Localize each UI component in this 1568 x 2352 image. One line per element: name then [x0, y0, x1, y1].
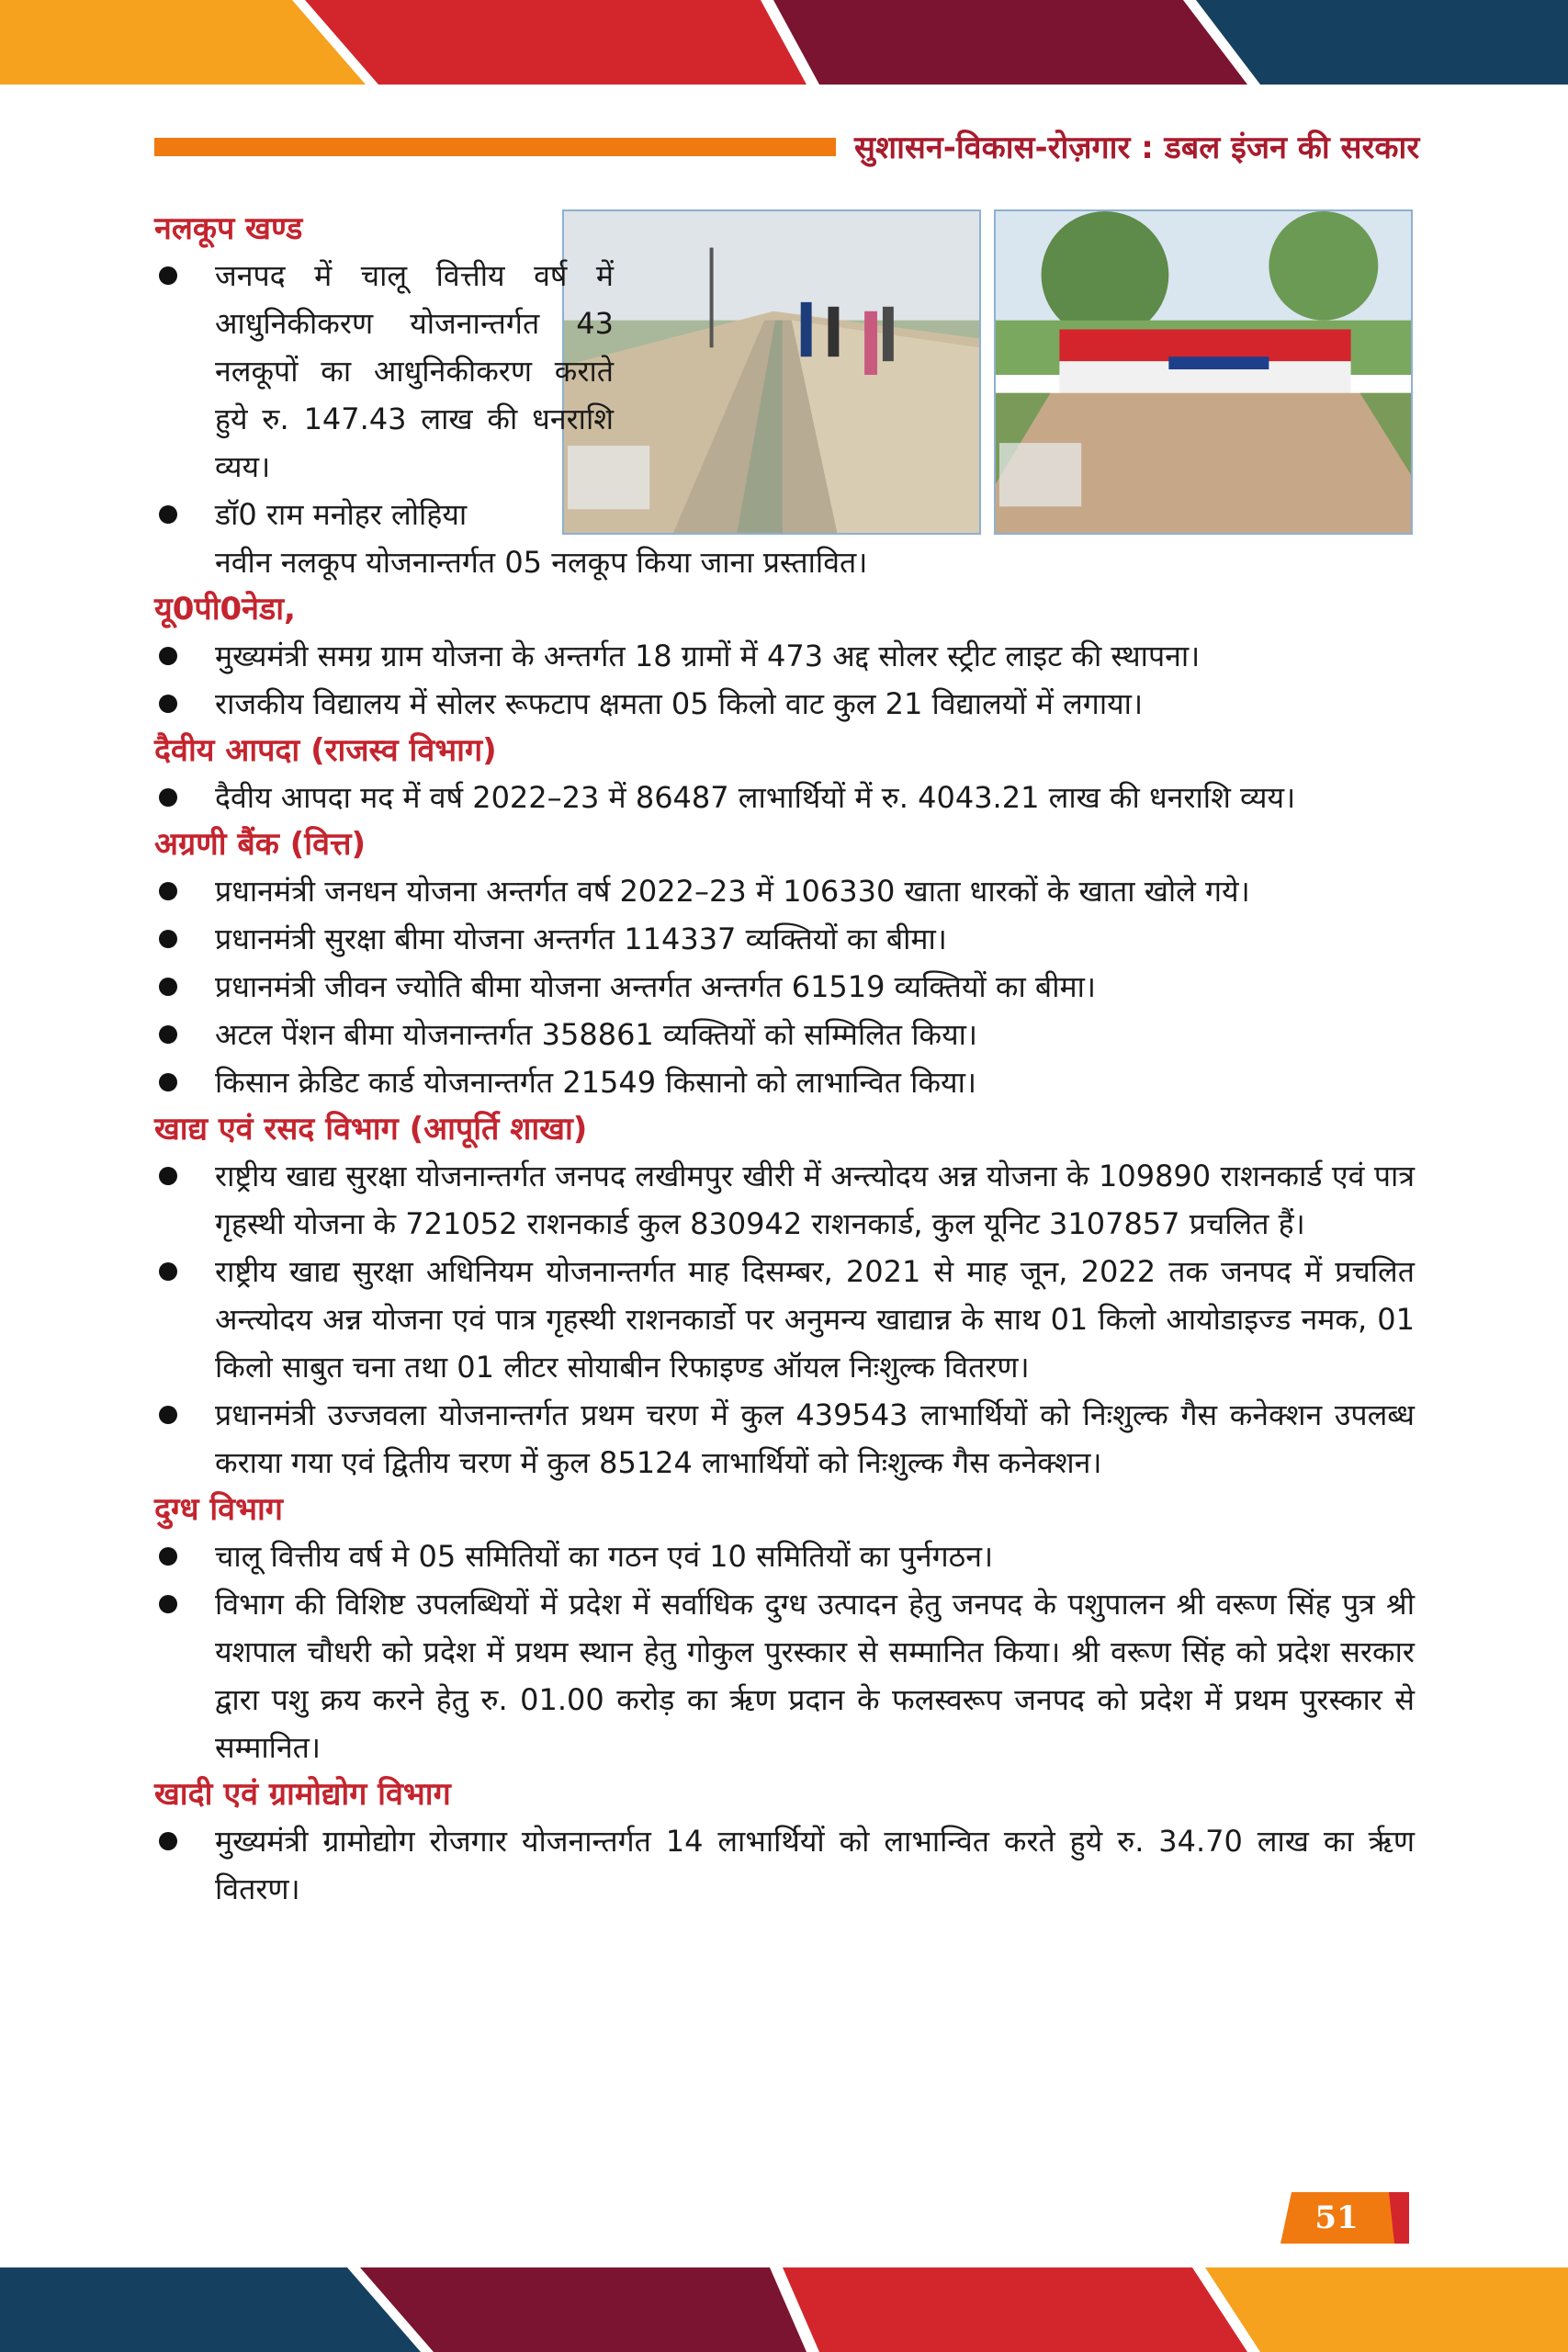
- list-item: मुख्यमंत्री ग्रामोद्योग रोजगार योजनान्तर्गत 14 लाभार्थियों को लाभान्वित करते हुये रु. 34.70 लाख का ऋृण वितरण।: [154, 1817, 1415, 1913]
- top-decorative-band: [0, 0, 1568, 85]
- page-number: 51: [1314, 2199, 1359, 2236]
- list-item-continuation: नवीन नलकूप योजनान्तर्गत 05 नलकूप किया जाना प्रस्तावित।: [215, 545, 868, 580]
- header-rule: [154, 138, 836, 156]
- section-tubewell: [154, 206, 1415, 586]
- section-food-supply: [154, 1106, 1415, 1487]
- section-heading: खाद्य एवं रसद विभाग (आपूर्ति शाखा): [154, 1111, 588, 1148]
- list-item: प्रधानमंत्री सुरक्षा बीमा योजना अन्तर्गत 114337 व्यक्तियों का बीमा।: [154, 915, 1415, 963]
- page-number-badge: [1280, 2192, 1409, 2244]
- list-item: राष्ट्रीय खाद्य सुरक्षा अधिनियम योजनान्तर्गत माह दिसम्बर, 2021 से माह जून, 2022 तक जनपद में प्रचलित अन्त्योदय अन्न योजना एवं पात्र गृहस्थी राशनकार्डो पर अनुमन्य खाद्यान्न के साथ 01 किलो आयोडाइज्ड नमक, 01 किलो साबुत चना तथा 01 लीटर सोयाबीन रिफाइण्ड ऑयल निःशुल्क वितरण।: [154, 1248, 1415, 1391]
- section-heading: खादी एवं ग्रामोद्योग विभाग: [154, 1776, 451, 1813]
- header-title: सुशासन-विकास-रोज़गार : डबल इंजन की सरकार: [854, 130, 1420, 166]
- list-item: दैवीय आपदा मद में वर्ष 2022–23 में 86487 लाभार्थियों में रु. 4043.21 लाख की धनराशि व्यय।: [154, 774, 1415, 821]
- list-item: मुख्यमंत्री समग्र ग्राम योजना के अन्तर्गत 18 ग्रामों में 473 अद्द सोलर स्ट्रीट लाइट की स्थापना।: [154, 632, 1415, 680]
- list-item: प्रधानमंत्री जीवन ज्योति बीमा योजना अन्तर्गत अन्तर्गत 61519 व्यक्तियों का बीमा।: [154, 963, 1415, 1011]
- list-item: जनपद में चालू वित्तीय वर्ष में आधुनिकीकरण योजनान्तर्गत 43 नलकूपों का आधुनिकीकरण कराते हुये रु. 147.43 लाख की धनराशि व्यय।: [154, 252, 614, 491]
- section-disaster: [154, 728, 1415, 821]
- section-heading: अग्रणी बैंक (वित्त): [154, 826, 367, 863]
- list-item: राजकीय विद्यालय में सोलर रूफटाप क्षमता 05 किलो वाट कुल 21 विद्यालयों में लगाया।: [154, 680, 1415, 728]
- list-item: प्रधानमंत्री जनधन योजना अन्तर्गत वर्ष 2022–23 में 106330 खाता धारकों के खाता खोले गये।: [154, 867, 1415, 915]
- list-item: अटल पेंशन बीमा योजनान्तर्गत 358861 व्यक्तियों को सम्मिलित किया।: [154, 1011, 1415, 1058]
- list-item: किसान क्रेडिट कार्ड योजनान्तर्गत 21549 किसानो को लाभान्वित किया।: [154, 1058, 1415, 1106]
- list-item: विभाग की विशिष्ट उपलब्धियों में प्रदेश में सर्वाधिक दुग्ध उत्पादन हेतु जनपद के पशुपालन श्री वरूण सिंह पुत्र श्री यशपाल चौधरी को प्रदेश में प्रथम स्थान हेतु गोकुल पुरस्कार से सम्मानित किया। श्री वरूण सिंह को प्रदेश सरकार द्वारा पशु क्रय करने हेतु रु. 01.00 करोड़ का ऋृण प्रदान के फलस्वरूप जनपद को प्रदेश में प्रथम पुरस्कार से सम्मानित।: [154, 1580, 1415, 1771]
- section-lead-bank: [154, 821, 1415, 1106]
- section-heading: दैवीय आपदा (राजस्व विभाग): [154, 732, 497, 769]
- list-item: राष्ट्रीय खाद्य सुरक्षा योजनान्तर्गत जनपद लखीमपुर खीरी में अन्त्योदय अन्न योजना के 109890 राशनकार्ड एवं पात्र गृहस्थी योजना के 721052 राशनकार्ड कुल 830942 राशनकार्ड, कुल यूनिट 3107857 प्रचलित हैं।: [154, 1152, 1415, 1248]
- list-item: चालू वित्तीय वर्ष मे 05 समितियों का गठन एवं 10 समितियों का पुर्नगठन।: [154, 1532, 1415, 1580]
- list-item: प्रधानमंत्री उज्जवला योजनान्तर्गत प्रथम चरण में कुल 439543 लाभार्थियों को निःशुल्क गैस कनेक्शन उपलब्ध कराया गया एवं द्वितीय चरण में कुल 85124 लाभार्थियों को निःशुल्क गैस कनेक्शन।: [154, 1391, 1415, 1487]
- section-heading: यू0पी0नेडा,: [154, 591, 296, 628]
- bottom-decorative-band: [0, 2267, 1568, 2352]
- list-item: डॉ0 राम मनोहर लोहिया: [154, 491, 614, 538]
- section-heading: दुग्ध विभाग: [154, 1491, 283, 1528]
- section-upneda: [154, 586, 1415, 728]
- page-content: [154, 206, 1415, 1913]
- section-dairy: [154, 1487, 1415, 1771]
- section-heading: नलकूप खण्ड: [154, 210, 303, 247]
- section-khadi: [154, 1771, 1415, 1913]
